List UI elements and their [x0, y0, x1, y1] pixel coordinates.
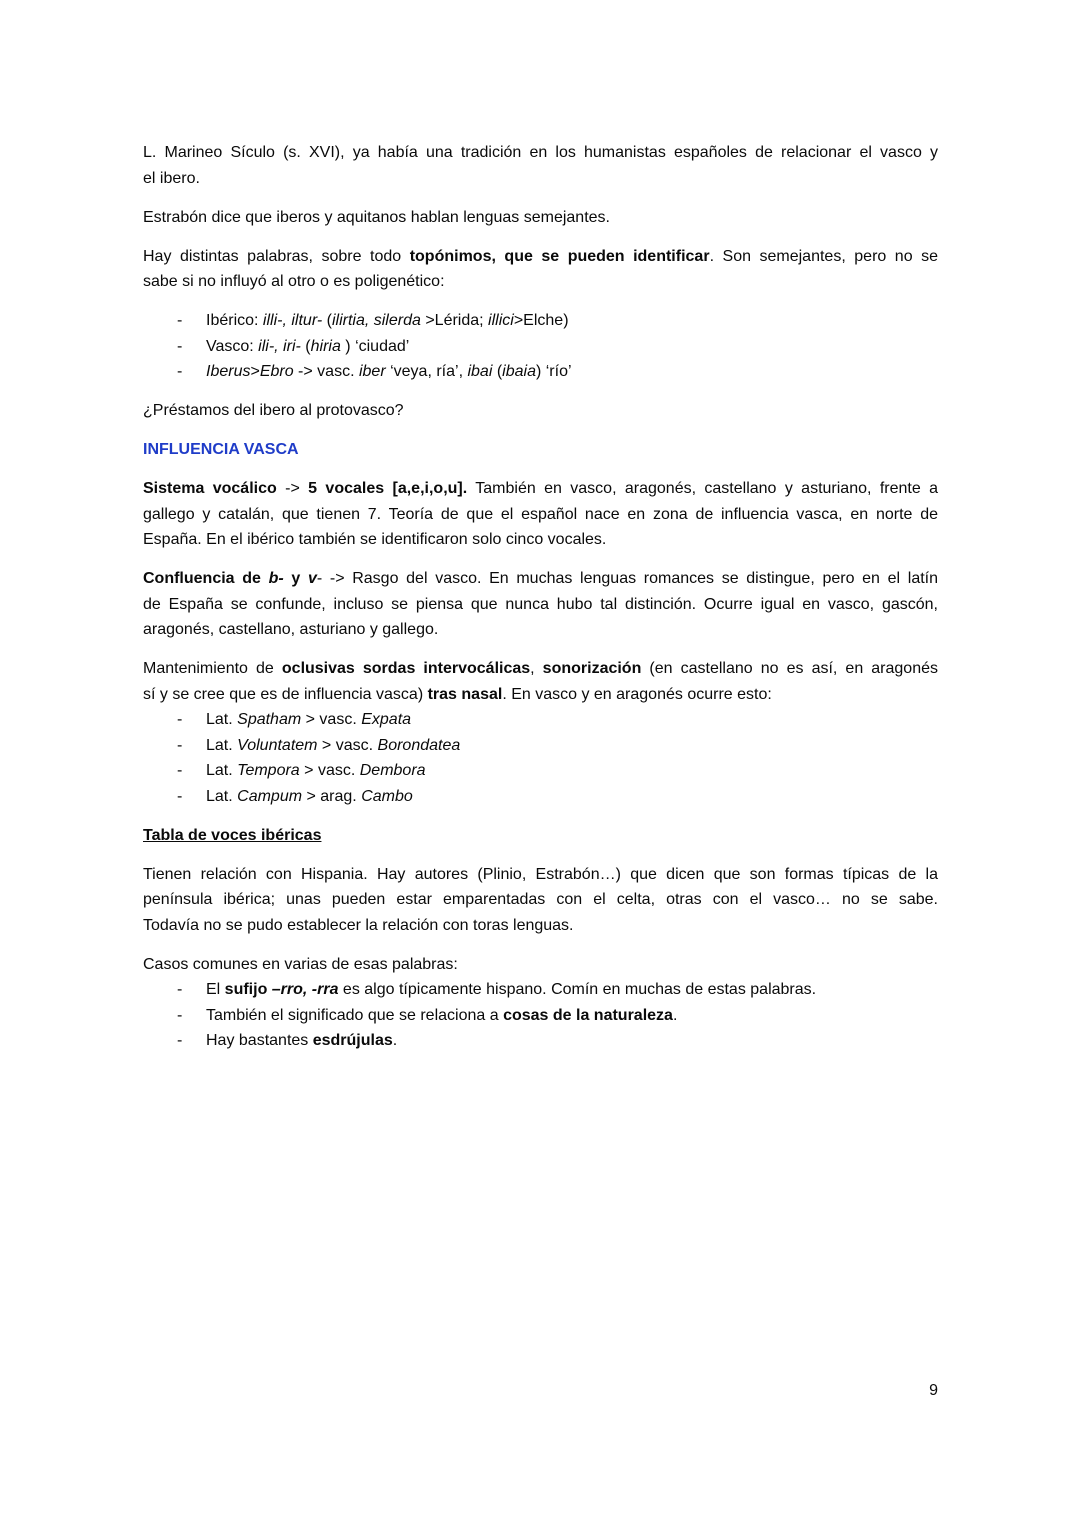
paragraph-confluencia — [143, 566, 938, 643]
list-item — [143, 308, 938, 334]
italic-text: ilirtia, silerda — [331, 312, 421, 329]
text-line: Estrabón dice que iberos y aquitanos hablan lenguas semejantes. — [143, 208, 610, 226]
text-run: Vasco: — [206, 337, 259, 355]
heading-text: Tabla de voces ibéricas — [143, 826, 322, 844]
text-line: península ibérica; unas pueden estar emparentadas con el celta, otras con el vasco… no se sabe. — [143, 891, 938, 908]
text-run: Lat. — [206, 787, 238, 805]
text-run: ) ‘ciudad’ — [340, 337, 410, 355]
text-run: , — [530, 660, 543, 677]
italic-text: ibaia — [502, 363, 536, 380]
text-run: Hay bastantes — [206, 1032, 313, 1049]
list-item — [143, 334, 938, 360]
text-run: . Son semejantes, pero no se — [709, 247, 939, 265]
text-line: sabe si no influyó al otro o es poligenético: — [143, 273, 445, 290]
text-line: Casos comunes en varias de esas palabras: — [143, 955, 458, 973]
text-run: es algo típicamente hispano. Comín en muchas de estas palabras. — [338, 981, 817, 998]
text-run: . — [672, 1006, 678, 1024]
paragraph-estrabon — [143, 205, 938, 231]
paragraph-casos-comunes — [143, 952, 938, 978]
text-line — [143, 682, 938, 708]
paragraph-sistema-vocalico — [143, 476, 938, 553]
text-line — [143, 656, 938, 682]
text-run: sí y se cree que es de influencia vasca) — [143, 685, 428, 703]
bullet-dash: - — [177, 711, 183, 728]
bold-text: sufijo — [224, 981, 272, 998]
italic-text: Dembora — [359, 762, 426, 779]
bold-text: oclusivas sordas intervocálicas — [281, 660, 531, 677]
text-run: -> vasc. — [293, 363, 359, 380]
heading-text: INFLUENCIA VASCA — [143, 441, 299, 458]
bullet-dash: - — [177, 337, 183, 355]
text-run: Ibérico: — [206, 312, 263, 329]
section-heading-influencia-vasca — [143, 437, 938, 463]
text-line: gallego y catalán, que tienen 7. Teoría de que el español nace en zona de influencia vasca, en norte de — [143, 505, 938, 523]
list-item — [143, 1028, 938, 1054]
document-body — [143, 140, 938, 1054]
bold-text: topónimos, que se pueden identificar — [409, 247, 710, 265]
italic-text: Voluntatem — [237, 736, 318, 754]
bullet-dash: - — [177, 787, 183, 805]
italic-text: ibai — [467, 363, 493, 380]
bold-text: y — [283, 570, 308, 587]
list-item — [143, 1003, 938, 1029]
text-line: España. En el ibérico también se identificaron solo cinco vocales. — [143, 531, 607, 548]
section-heading-tabla-voces — [143, 823, 938, 849]
text-run: >Lérida; — [420, 312, 489, 329]
bold-text: 5 vocales [a,e,i,o,u]. — [308, 480, 468, 497]
list-item — [143, 758, 938, 784]
paragraph-prestamos — [143, 398, 938, 424]
text-run: ‘veya, ría’, — [385, 363, 468, 380]
italic-text: Iberus — [206, 363, 251, 380]
bold-italic-text: b- — [268, 570, 284, 587]
italic-text: ili-, iri- — [258, 337, 301, 355]
text-run: ( — [300, 337, 311, 355]
text-line — [143, 244, 938, 270]
bullet-dash: - — [177, 312, 183, 329]
text-run: -> — [276, 480, 309, 497]
list-item — [143, 707, 938, 733]
text-run: > — [250, 363, 260, 380]
italic-text: hiria — [310, 337, 341, 355]
bullet-dash: - — [177, 1006, 183, 1024]
text-run: > vasc. — [317, 736, 378, 754]
text-run: Lat. — [206, 711, 238, 728]
text-run: ( — [492, 363, 503, 380]
bullet-list-examples — [143, 707, 938, 809]
text-line: de España se confunde, incluso se piensa que nunca hubo tal distinción. Ocurre igual en vasco, gascón, — [143, 595, 938, 613]
text-line: aragonés, castellano, asturiano y gallego. — [143, 621, 439, 638]
italic-text: iber — [358, 363, 386, 380]
bullet-list-casos — [143, 977, 938, 1054]
text-run: . — [392, 1032, 398, 1049]
paragraph-toponimos — [143, 244, 938, 295]
italic-text: Cambo — [361, 787, 413, 805]
bold-text: Sistema vocálico — [143, 480, 277, 497]
bullet-dash: - — [177, 363, 183, 380]
page-number: 9 — [929, 1382, 938, 1399]
bullet-list-toponimos — [143, 308, 938, 385]
text-run: >Elche) — [513, 312, 569, 329]
bullet-dash: - — [177, 736, 183, 754]
text-run: > arag. — [302, 787, 362, 805]
text-line: Tienen relación con Hispania. Hay autores (Plinio, Estrabón…) que dicen que son formas típicas de la — [143, 865, 938, 883]
text-run: Lat. — [206, 762, 238, 779]
list-item — [143, 784, 938, 810]
text-line: el ibero. — [143, 169, 200, 187]
text-run: Hay distintas palabras, sobre todo — [143, 247, 410, 265]
text-run: El — [206, 981, 225, 998]
bold-italic-text: v — [307, 570, 317, 587]
text-run: ) ‘río’ — [535, 363, 572, 380]
text-run: > vasc. — [299, 762, 360, 779]
text-run: (en castellano no es así, en aragonés — [641, 660, 939, 677]
text-line — [143, 566, 938, 592]
paragraph-marineo — [143, 140, 938, 191]
text-line: L. Marineo Sículo (s. XVI), ya había una tradición en los humanistas españoles de relacionar el vasco y — [143, 144, 938, 161]
bold-text: Confluencia de — [143, 570, 269, 587]
text-run: - -> Rasgo del vasco. En muchas lenguas romances se distingue, pero en el latín — [316, 570, 939, 587]
italic-text: Expata — [361, 711, 412, 728]
text-line — [143, 476, 938, 502]
bullet-dash: - — [177, 762, 183, 779]
italic-text: Campum — [237, 787, 303, 805]
bold-text: tras nasal — [427, 685, 503, 703]
text-run: Lat. — [206, 736, 238, 754]
bold-text: sonorización — [542, 660, 642, 677]
italic-text: illici — [488, 312, 514, 329]
paragraph-hispania — [143, 862, 938, 939]
text-run: ( — [322, 312, 332, 329]
text-run: También el significado que se relaciona a — [206, 1006, 504, 1024]
text-run: . En vasco y en aragonés ocurre esto: — [502, 685, 772, 703]
bold-italic-text: –rro, -rra — [271, 981, 339, 998]
list-item — [143, 733, 938, 759]
text-run: Mantenimiento de — [143, 660, 282, 677]
text-run: También en vasco, aragonés, castellano y asturiano, frente a — [467, 480, 938, 497]
italic-text: illi-, iltur- — [262, 312, 323, 329]
italic-text: Spatham — [237, 711, 302, 728]
list-item — [143, 977, 938, 1003]
text-line: Todavía no se pudo establecer la relación con toras lenguas. — [143, 916, 574, 934]
list-item — [143, 359, 938, 385]
bullet-dash: - — [177, 1032, 183, 1049]
bullet-dash: - — [177, 981, 183, 998]
paragraph-mantenimiento — [143, 656, 938, 707]
italic-text: Tempora — [237, 762, 300, 779]
italic-text: Borondatea — [377, 736, 461, 754]
bold-text: esdrújulas — [312, 1032, 393, 1049]
bold-text: cosas de la naturaleza — [503, 1006, 673, 1024]
italic-text: Ebro — [259, 363, 294, 380]
text-run: > vasc. — [301, 711, 362, 728]
text-line: ¿Préstamos del ibero al protovasco? — [143, 402, 404, 419]
